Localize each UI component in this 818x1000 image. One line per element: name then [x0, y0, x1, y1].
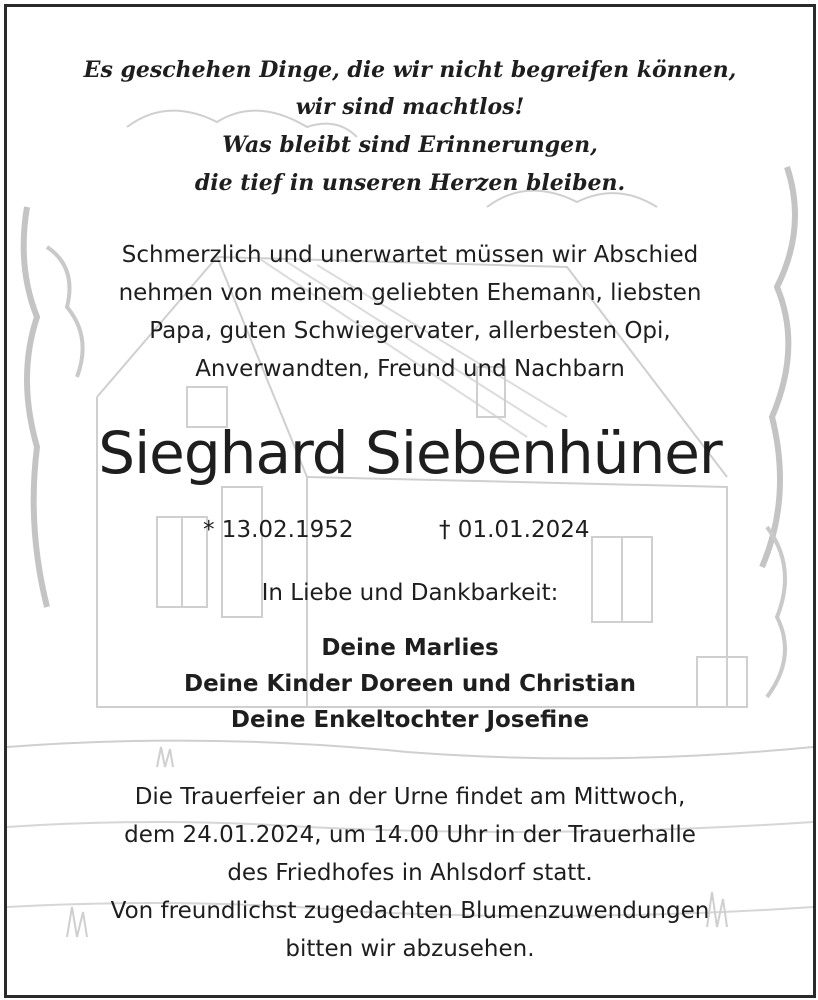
service-line: Von freundlichst zugedachten Blumenzuwendungen — [110, 898, 710, 924]
poem-line: Es geschehen Dinge, die wir nicht begreifen können, — [83, 57, 737, 83]
life-dates — [7, 517, 813, 547]
mourner-name: Deine Kinder Doreen und Christian — [183, 671, 637, 697]
birth-date: * 13.02.1952 — [203, 517, 354, 543]
service-line: des Friedhofes in Ahlsdorf statt. — [227, 860, 593, 886]
announcement-line: nehmen von meinem geliebten Ehemann, liebsten — [118, 280, 702, 306]
obituary-frame — [4, 4, 816, 998]
service-line: bitten wir abzusehen. — [285, 936, 535, 962]
death-date: † 01.01.2024 — [439, 517, 590, 543]
service-line: Die Trauerfeier an der Urne findet am Mittwoch, — [134, 784, 686, 810]
mourner-name: Deine Enkeltochter Josefine — [230, 707, 590, 733]
deceased-name: Sieghard Siebenhüner — [98, 419, 722, 487]
announcement-line: Anverwandten, Freund und Nachbarn — [195, 356, 625, 382]
poem-line: die tief in unseren Herzen bleiben. — [194, 170, 626, 196]
announcement-line: Papa, guten Schwiegervater, allerbesten Opi, — [149, 318, 671, 344]
service-line: dem 24.01.2024, um 14.00 Uhr in der Trauerhalle — [124, 822, 696, 848]
gratitude-line: In Liebe und Dankbarkeit: — [261, 580, 559, 606]
obituary-content — [7, 7, 813, 995]
poem-line: Was bleibt sind Erinnerungen, — [222, 132, 598, 158]
mourner-name: Deine Marlies — [321, 635, 499, 661]
poem-line: wir sind machtlos! — [295, 94, 525, 120]
announcement-line: Schmerzlich und unerwartet müssen wir Abschied — [121, 242, 699, 268]
